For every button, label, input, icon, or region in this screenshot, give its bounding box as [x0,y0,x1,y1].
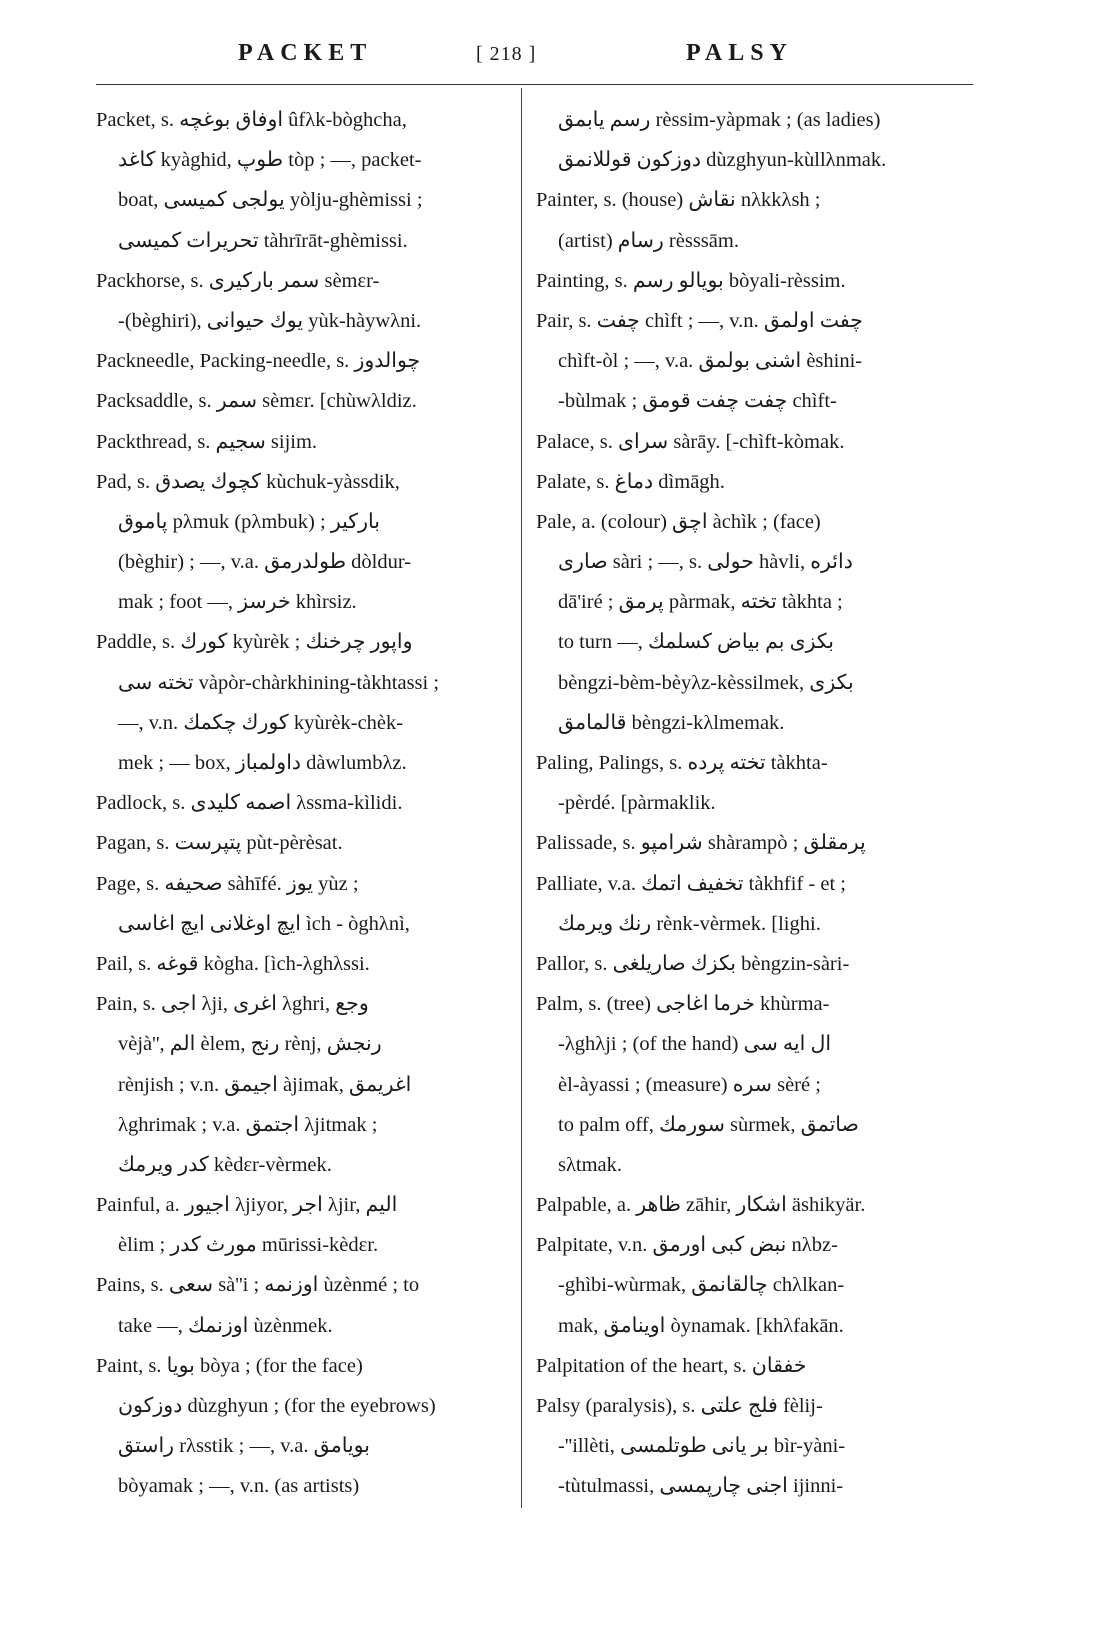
dictionary-line: رسم يابمق rèssim-yàpmak ; (as ladies) [558,109,881,131]
dictionary-line: —, v.n. كورك چكمك kyùrèk-chèk- [118,711,404,734]
dictionary-line: كدر ويرمك kèdεr-vèrmek. [118,1153,332,1176]
dictionary-line: Packthread, s. سجيم sijim. [96,430,318,453]
dictionary-line: Palace, s. سرای sàrāy. [-chìft-kòmak. [536,430,845,453]
dictionary-line: dā'iré ; پرمق pàrmak, تخته tàkhta ; [558,591,843,614]
dictionary-line: صاری sàri ; —, s. حولی hàvli, دائره [558,551,853,574]
dictionary-line: vèjà'', الم èlem, رنج rènj, رنجش [118,1033,382,1056]
dictionary-line: bòyamak ; —, v.n. (as artists) [118,1475,360,1498]
page-header [96,40,976,80]
dictionary-line: mek ; — box, داولمباز dàwlumbλz. [118,752,407,774]
dictionary-line: λghrimak ; v.a. اجتمق λjitmak ; [118,1113,378,1136]
dictionary-line: boat, يولجی كميسی yòlju-ghèmissi ; [118,189,423,212]
left-column [96,100,508,1507]
dictionary-line: mak, اوينامق òynamak. [khλfakān. [558,1314,844,1337]
dictionary-line: Pallor, s. بكزك صاريلغی bèngzin-sàri- [536,952,850,975]
dictionary-line: Palate, s. دماغ dìmāgh. [536,470,725,493]
dictionary-line: ايچ اوغلانی ايچ اغاسی ìch - òghλnì, [118,912,410,935]
dictionary-line: to turn —, بكزی بم بياض كسلمك [558,631,834,654]
dictionary-line: Palissade, s. شرامپو shàrampò ; پرمقلق [536,832,866,855]
dictionary-line: Paint, s. بويا bòya ; (for the face) [96,1354,363,1377]
dictionary-line: Packhorse, s. سمر باركيری sèmεr- [96,269,380,292]
dictionary-line: دوزكون dùzghyun ; (for the eyebrows) [118,1395,436,1417]
dictionary-line: تخته سی vàpòr-chàrkhining-tàkhtassi ; [118,671,440,694]
header-rule [96,84,973,85]
dictionary-line: (artist) رسام rèsssām. [558,229,739,252]
dictionary-line: Palpable, a. ظاهر zāhir, اشكار äshikyär. [536,1194,866,1217]
dictionary-line: sλtmak. [558,1153,623,1176]
dictionary-line: -ghìbi-wùrmak, چالقانمق chλlkan- [558,1274,845,1297]
header-first-word: PACKET [238,40,373,66]
dictionary-line: قالمامق bèngzi-kλlmemak. [558,711,785,734]
dictionary-line: Pains, s. سعی sà''i ; اوزنمه ùzènmé ; to [96,1274,420,1297]
dictionary-line: Painful, a. اجيور λjiyor, اجر λjir, اليم [96,1194,398,1217]
dictionary-line: پاموق pλmuk (pλmbuk) ; باركير [118,510,380,533]
dictionary-line: Palsy (paralysis), s. فلج علتی fèlij- [536,1395,823,1417]
dictionary-line: chìft-òl ; —, v.a. اشنی بولمق èshini- [558,350,863,373]
dictionary-line: -''illèti, بر يانی طوتلمسی bìr-yàni- [558,1435,846,1458]
dictionary-line: Pad, s. كچوك يصدق kùchuk-yàssdik, [96,470,400,493]
header-last-word: PALSY [686,40,793,66]
dictionary-line: Painting, s. بويالو رسم bòyali-rèssim. [536,269,846,292]
dictionary-line: to palm off, سورمك sùrmek, صاتمق [558,1113,859,1136]
dictionary-line: رنك ويرمك rènk-vèrmek. [lighi. [558,912,821,935]
dictionary-line: (bèghir) ; —, v.a. طولدرمق dòldur- [118,551,412,574]
dictionary-line: Packsaddle, s. سمر sèmεr. [chùwλldiz. [96,390,417,413]
dictionary-line: Pair, s. چفت chìft ; —, v.n. چفت اولمق [536,309,863,332]
page-number: [ 218 ] [476,43,537,65]
dictionary-line: كاغد kyàghid, طوپ tòp ; —, packet- [118,149,422,172]
dictionary-line: -tùtulmassi, اجنی چارپمسی ijinni- [558,1475,844,1498]
column-divider [521,88,522,1508]
dictionary-line: Page, s. صحيفه sàhīfé. يوز yùz ; [96,872,359,895]
dictionary-line: Palpitation of the heart, s. خفقان [536,1354,807,1377]
dictionary-line: bèngzi-bèm-bèyλz-kèssilmek, بكزی [558,671,854,694]
dictionary-line: Pain, s. اجی λji, اغری λghri, وجع [96,993,369,1016]
dictionary-line: èlim ; مورث كدر mūrissi-kèdεr. [118,1234,379,1257]
dictionary-line: Paling, Palings, s. تخته پرده tàkhta- [536,752,828,774]
dictionary-line: èl-àyassi ; (measure) سره sèré ; [558,1073,821,1096]
dictionary-line: -λghλji ; (of the hand) ال ايه سی [558,1033,832,1056]
dictionary-line: تحريرات كميسی tàhrīrāt-ghèmissi. [118,229,408,252]
dictionary-line: Paddle, s. كورك kyùrèk ; واپور چرخنك [96,631,413,654]
dictionary-line: mak ; foot —, خرسز khìrsiz. [118,591,357,614]
right-column [536,100,948,1507]
dictionary-line: راستق rλsstik ; —, v.a. بويامق [118,1435,370,1458]
dictionary-line: Pagan, s. پتپرست pùt-pèrèsat. [96,832,343,855]
dictionary-line: -bùlmak ; چفت چفت قومق chìft- [558,390,837,413]
dictionary-line: -pèrdé. [pàrmaklik. [558,792,716,815]
dictionary-line: Pail, s. قوغه kògha. [ìch-λghλssi. [96,952,370,975]
dictionary-line: Padlock, s. اصمه كليدی λssma-kìlidi. [96,792,403,815]
dictionary-line: Palm, s. (tree) خرما اغاجی khùrma- [536,993,830,1016]
dictionary-line: Painter, s. (house) نقاش nλkkλsh ; [536,189,821,212]
dictionary-line: دوزكون قوللانمق dùzghyun-kùllλnmak. [558,149,887,172]
dictionary-line: Palpitate, v.n. نبض كبی اورمق nλbz- [536,1234,838,1257]
dictionary-line: Packet, s. اوفاق بوغچه ûfλk-bòghcha, [96,109,407,131]
dictionary-line: rènjish ; v.n. اجيمق àjimak, اغريمق [118,1073,412,1096]
dictionary-line: Packneedle, Packing-needle, s. چوالدوز [96,350,421,373]
dictionary-line: take —, اوزنمك ùzènmek. [118,1314,333,1337]
dictionary-line: Pale, a. (colour) اچق àchìk ; (face) [536,510,821,533]
dictionary-line: -(bèghiri), يوك حيوانی yùk-hàywλni. [118,309,422,332]
dictionary-line: Palliate, v.a. تخفيف اتمك tàkhfif - et ; [536,872,846,895]
